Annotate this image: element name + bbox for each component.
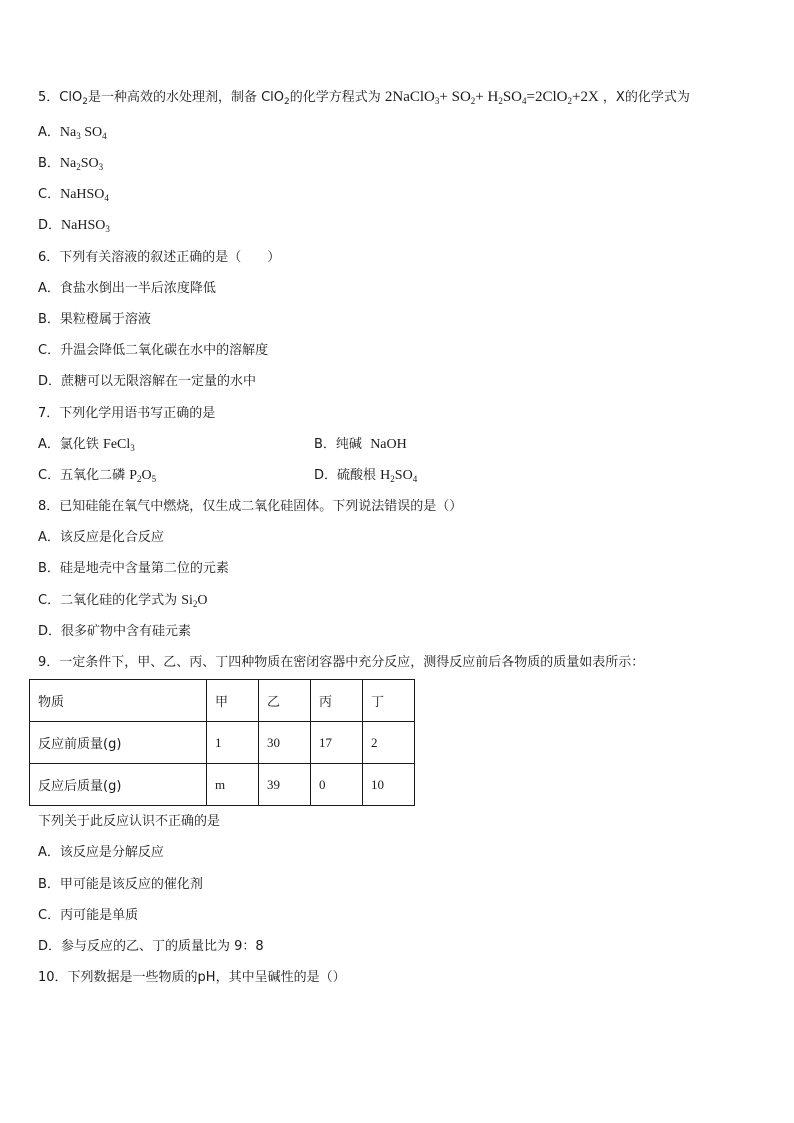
q7-stem: 7．下列化学用语书写正确的是 bbox=[38, 406, 216, 421]
q9-option-d: D．参与反应的乙、丁的质量比为 9：8 bbox=[38, 939, 264, 954]
q5-option-c: C．NaHSO$_4$ bbox=[38, 187, 109, 203]
table-cell: 39 bbox=[259, 764, 311, 806]
table-cell: 17 bbox=[311, 722, 363, 764]
table-cell: m bbox=[207, 764, 259, 806]
table-cell: 30 bbox=[259, 722, 311, 764]
table-row bbox=[30, 722, 415, 764]
q6-option-d: D．蔗糖可以无限溶解在一定量的水中 bbox=[38, 374, 257, 389]
table-cell: 反应后质量(g) bbox=[30, 764, 207, 806]
q9-follow: 下列关于此反应认识不正确的是 bbox=[38, 814, 221, 829]
table-header-cell: 物质 bbox=[30, 680, 207, 722]
table-header-cell: 丙 bbox=[311, 680, 363, 722]
q6-option-b: B．果粒橙属于溶液 bbox=[38, 312, 151, 327]
q9-stem: 9．一定条件下，甲、乙、丙、丁四种物质在密闭容器中充分反应，测得反应前后各物质的质量如表所示： bbox=[38, 655, 645, 670]
q9-option-a: A．该反应是分解反应 bbox=[38, 845, 164, 860]
table-row bbox=[30, 764, 415, 806]
table-cell: 1 bbox=[207, 722, 259, 764]
q5-stem-b: 是一种高效的水处理剂，制备 ClO$_2$ bbox=[87, 90, 290, 107]
q5-stem-a: ClO$_2$ bbox=[59, 90, 88, 107]
q8-option-c: C．二氧化硅的化学式为 $Si_2O$ bbox=[38, 593, 208, 609]
q5-option-a: A．$Na_3$ $SO_4$ bbox=[38, 125, 107, 141]
q10-stem: 10．下列数据是一些物质的pH，其中呈碱性的是（） bbox=[38, 970, 346, 985]
table-cell: 反应前质量(g) bbox=[30, 722, 207, 764]
table-header-cell: 乙 bbox=[259, 680, 311, 722]
table-header-cell: 丁 bbox=[363, 680, 415, 722]
table-header-cell: 甲 bbox=[207, 680, 259, 722]
table-cell: 2 bbox=[363, 722, 415, 764]
q6-stem: 6．下列有关溶液的叙述正确的是（ ） bbox=[38, 250, 281, 265]
mass-table bbox=[29, 679, 415, 806]
q9-option-b: B．甲可能是该反应的催化剂 bbox=[38, 877, 203, 892]
q5-option-d: D．NaHSO$_3$ bbox=[38, 218, 110, 234]
q8-option-d: D．很多矿物中含有硅元素 bbox=[38, 624, 192, 639]
q8-stem: 8．已知硅能在氧气中燃烧，仅生成二氧化硅固体。下列说法错误的是（） bbox=[38, 499, 463, 514]
q9-option-c: C．丙可能是单质 bbox=[38, 908, 139, 923]
q5-option-b: B．$Na_2SO_3$ bbox=[38, 156, 104, 172]
q8-option-a: A．该反应是化合反应 bbox=[38, 530, 164, 545]
q5-stem: 5．ClO$_2$是一种高效的水处理剂，制备 ClO$_2$的化学方程式为 2NaClO$_3$+ $SO_2+ H_2SO_4=2ClO_2+2X$ ，X的化学式为 bbox=[38, 89, 690, 107]
table-cell: 10 bbox=[363, 764, 415, 806]
table-header-row bbox=[30, 680, 415, 722]
q7-option-c: C．五氧化二磷 $P_2O_5$ bbox=[38, 468, 157, 484]
q6-option-c: C．升温会降低二氧化碳在水中的溶解度 bbox=[38, 343, 269, 358]
q8-option-b: B．硅是地壳中含量第二位的元素 bbox=[38, 561, 229, 576]
q7-option-b: B．纯碱 NaOH bbox=[314, 437, 407, 452]
table-cell: 0 bbox=[311, 764, 363, 806]
q6-option-a: A．食盐水倒出一半后浓度降低 bbox=[38, 281, 216, 296]
q7-option-a: A．氯化铁 FeCl$_3$ bbox=[38, 437, 135, 453]
q7-option-d: D．硫酸根 $H_2SO_4$ bbox=[314, 468, 418, 484]
q5-equation: 2NaClO$_3$+ $SO_2+ H_2SO_4=2ClO_2+2X$ bbox=[384, 89, 599, 106]
